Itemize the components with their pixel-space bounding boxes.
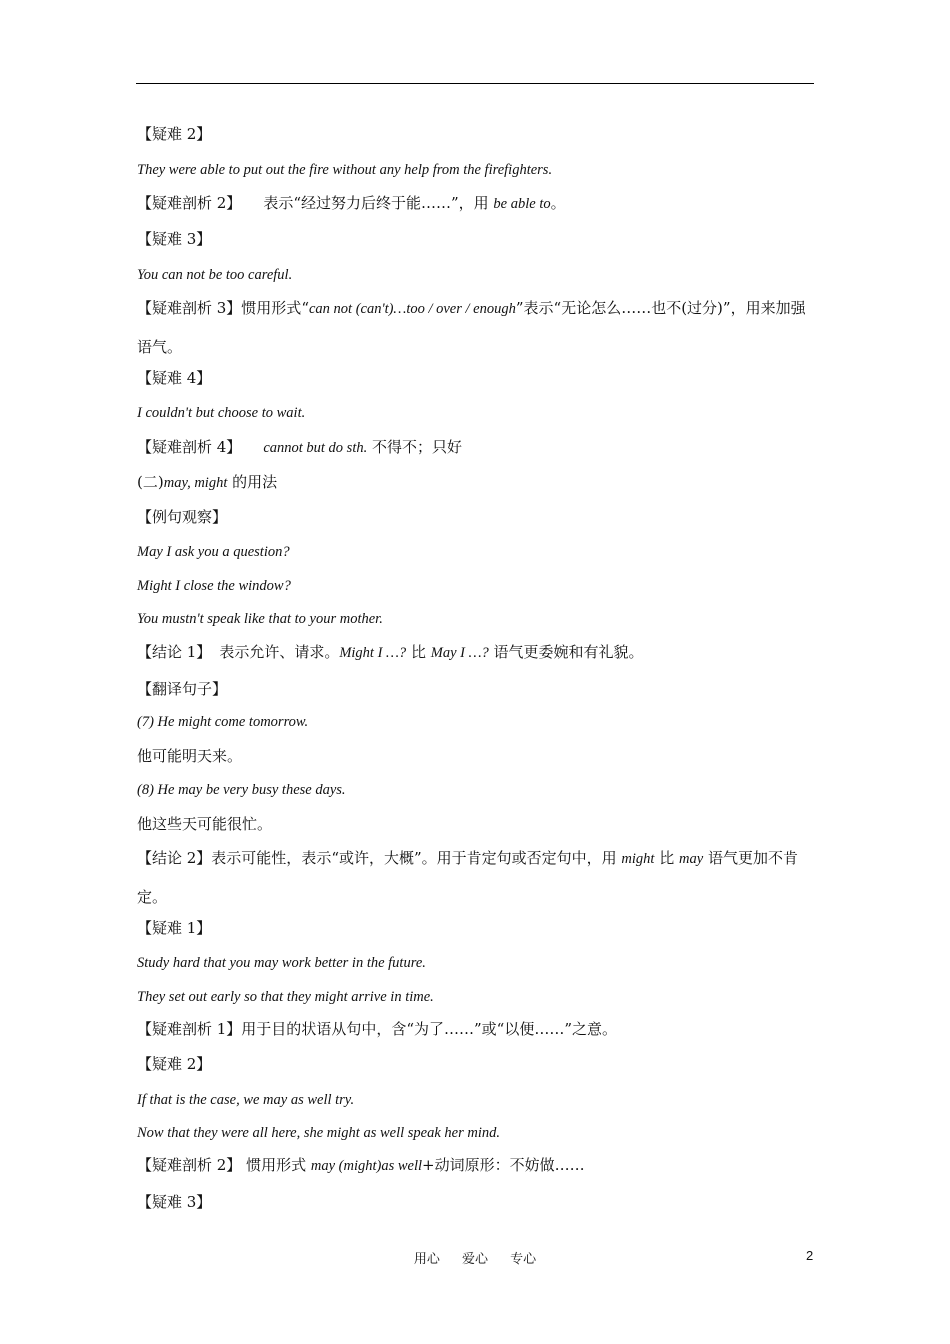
heading-translate: 【翻译句子】	[137, 680, 228, 698]
conclusion-2: 【结论 2】表示可能性，表示“或许，大概”。用于肯定句或否定句中，用 might 比 may 语气更加不肯定。	[137, 849, 798, 906]
header-rule	[136, 83, 814, 84]
footer-text: 用心	[413, 1252, 440, 1267]
example-sentence: Study hard that you may work better in the future.	[137, 955, 426, 971]
section-heading: (二)may, might 的用法	[137, 473, 278, 491]
translation: 他可能明天来。	[137, 747, 243, 765]
heading-example-observation: 【例句观察】	[137, 508, 228, 526]
analysis-3: 【疑难剖析 3】惯用形式“can not (can't)…too / over / enough”表示“无论怎么……也不(过分)”，用来加强语气。	[137, 299, 806, 356]
example-sentence: I couldn't but choose to wait.	[137, 405, 306, 421]
footer-text: 爱心	[461, 1252, 488, 1267]
example-sentence: (8) He may be very busy these days.	[137, 782, 346, 798]
example-sentence: You mustn't speak like that to your mother.	[137, 611, 383, 627]
example-sentence: You can not be too careful.	[137, 267, 293, 283]
heading-yinan-3: 【疑难 3】	[137, 1193, 212, 1211]
heading-yinan-1: 【疑难 1】	[137, 919, 212, 937]
translation: 他这些天可能很忙。	[137, 815, 273, 833]
heading-yinan-4: 【疑难 4】	[137, 369, 212, 387]
example-sentence: They set out early so that they might arrive in time.	[137, 989, 434, 1005]
heading-yinan-3: 【疑难 3】	[137, 230, 212, 248]
analysis-2: 【疑难剖析 2】 表示“经过努力后终于能……”，用 be able to。	[137, 194, 566, 212]
analysis-1: 【疑难剖析 1】用于目的状语从句中，含“为了……”或“以便……”之意。	[137, 1020, 617, 1038]
example-sentence: Might I close the window?	[137, 578, 291, 594]
heading-yinan-2: 【疑难 2】	[137, 125, 212, 143]
example-sentence: If that is the case, we may as well try.	[137, 1092, 355, 1108]
footer-text: 专心	[510, 1252, 537, 1267]
page-number: 2	[806, 1248, 814, 1263]
analysis-2: 【疑难剖析 2】 惯用形式 may (might)as well+动词原形：不妨做……	[137, 1156, 585, 1174]
example-sentence: (7) He might come tomorrow.	[137, 714, 309, 730]
example-sentence: May I ask you a question?	[137, 544, 290, 560]
analysis-4: 【疑难剖析 4】 cannot but do sth. 不得不；只好	[137, 438, 463, 456]
example-sentence: They were able to put out the fire without any help from the firefighters.	[137, 162, 553, 178]
conclusion-1: 【结论 1】 表示允许、请求。Might I …? 比 May I …? 语气更委婉和有礼貌。	[137, 643, 644, 661]
example-sentence: Now that they were all here, she might as well speak her mind.	[137, 1125, 500, 1141]
heading-yinan-2: 【疑难 2】	[137, 1055, 212, 1073]
